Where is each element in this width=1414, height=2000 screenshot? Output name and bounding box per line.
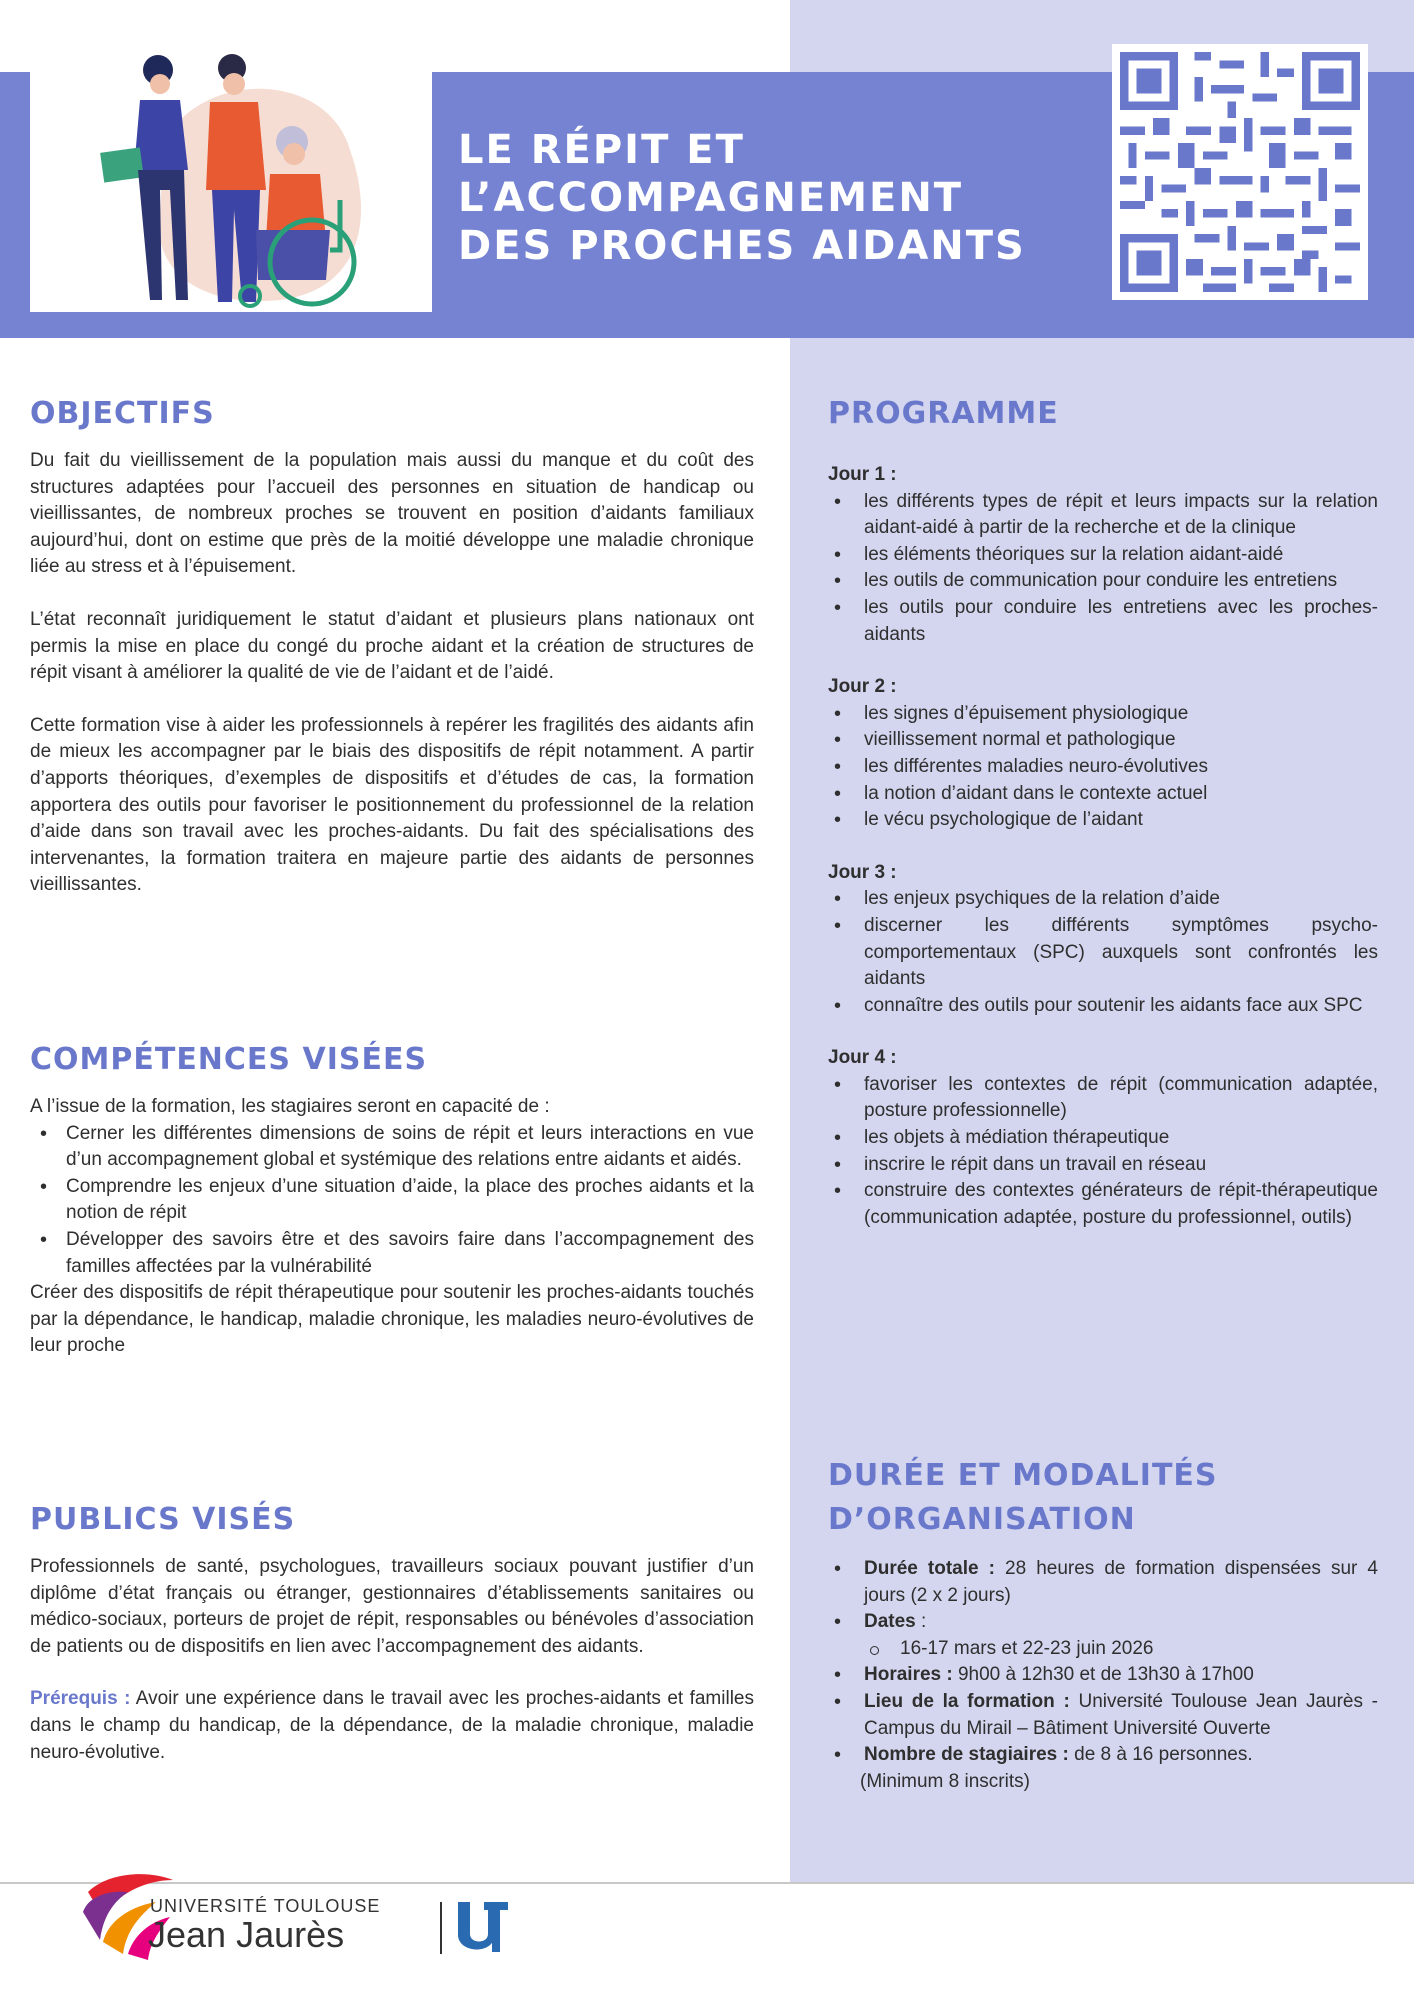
list-item: • inscrire le répit dans un travail en réseau <box>828 1152 1378 1179</box>
programme-day-3 <box>828 860 1378 1020</box>
objectifs-heading: OBJECTIFS <box>30 396 215 431</box>
list-item: • Comprendre les enjeux d’une situation d’aide, la place des proches aidants et la notion de répit <box>30 1174 754 1227</box>
list-item: • les objets à médiation thérapeutique <box>828 1125 1378 1152</box>
lieu-label: Lieu de la formation : <box>864 1690 1070 1712</box>
page-title <box>458 126 1058 270</box>
duree-section <box>828 1454 1378 1795</box>
objectifs-paragraph-2: L’état reconnaît juridiquement le statut d’aidant et plusieurs plans nationaux ont permis la mise en place du congé du proche aidant et la création de structures de répit visant à améliorer la qualité de vie de l’aidant et de l’aidé. <box>30 608 754 684</box>
programme-day-1 <box>828 462 1378 648</box>
list-item: • les éléments théoriques sur la relation aidant-aidé <box>828 542 1378 569</box>
objectifs-paragraph-3: Cette formation vise à aider les professionnels à repérer les fragilités des aidants afin de mieux les accompagner par le biais des dispositifs de répit notamment. A partir d’apports théoriques, d’exemples de dispositifs et d’études de cas, la formation apportera des outils pour favoriser le positionnement du professionnel de la relation d’aide dans son travail avec les proches-aidants. Du fait des spécialisations des intervenantes, la formation traitera en majeure partie des aidants de personnes vieillissantes. <box>30 714 754 896</box>
competences-heading: COMPÉTENCES VISÉES <box>30 1042 428 1077</box>
duree-lieu <box>828 1689 1378 1742</box>
list-item: • les différents types de répit et leurs impacts sur la relation aidant-aidé à partir de la recherche et de la clinique <box>828 489 1378 542</box>
competences-section <box>30 1038 754 1360</box>
list-item: • les différentes maladies neuro-évolutives <box>828 754 1378 781</box>
day-label: Jour 2 : <box>828 676 897 698</box>
list-item: • connaître des outils pour soutenir les aidants face aux SPC <box>828 993 1378 1020</box>
prerequis-text: Avoir une expérience dans le travail avec les proches-aidants et familles dans le champ du handicap, de la dépendance, de la maladie chronique, maladie neuro-évolutive. <box>30 1688 754 1763</box>
nombre-label: Nombre de stagiaires : <box>864 1744 1069 1766</box>
dates-sublist <box>828 1636 1378 1663</box>
logo-line-2: Jean Jaurès <box>148 1914 345 1955</box>
duree-total-label: Durée totale : <box>864 1558 995 1579</box>
competences-list <box>30 1121 754 1281</box>
university-logo[interactable] <box>78 1862 518 1962</box>
list-item: • construire des contextes générateurs de répit-thérapeutique (communication adaptée, posture du professionnel, outils) <box>828 1178 1378 1231</box>
horaires-label: Horaires : <box>864 1664 953 1686</box>
list-item: • discerner les différents symptômes psycho-comportementaux (SPC) auxquels sont confrontés les aidants <box>828 913 1378 993</box>
nombre-text: de 8 à 16 personnes. <box>1068 1744 1253 1766</box>
objectifs-section <box>30 392 754 899</box>
list-item: • Développer des savoirs être et des savoirs faire dans l’accompagnement des familles affectées par la vulnérabilité <box>30 1227 754 1280</box>
lieu-text: Université Toulouse Jean Jaurès - Campus du Mirail – Bâtiment Université Ouverte <box>864 1690 1379 1739</box>
list-item: • vieillissement normal et pathologique <box>828 727 1378 754</box>
programme-section <box>828 392 1378 1231</box>
prerequis-label: Prérequis : <box>30 1688 131 1710</box>
publics-heading: PUBLICS VISÉS <box>30 1502 296 1537</box>
qr-code-icon <box>1120 52 1360 292</box>
list-item: • les enjeux psychiques de la relation d’aide <box>828 886 1378 913</box>
duree-heading <box>828 1454 1378 1542</box>
objectifs-paragraph-1: Du fait du vieillissement de la population mais aussi du manque et du coût des structures adaptées pour l’accueil des personnes en situation de handicap ou vieillissantes, de nombreux proches se trouvent en position d’aidants familiaux aujourd’hui, dont on estime que près de la moitié développe une maladie chronique liée au stress et à l’épuisement. <box>30 450 754 578</box>
competences-outro: Créer des dispositifs de répit thérapeutique pour soutenir les proches-aidants touchés par la dépendance, le handicap, maladie chronique, les maladies neuro-évolutives de leur proche <box>30 1282 754 1357</box>
title-line-2: L’ACCOMPAGNEMENT <box>458 175 964 221</box>
prerequis <box>30 1686 754 1766</box>
list-item: • le vécu psychologique de l’aidant <box>828 807 1378 834</box>
duree-list <box>828 1556 1378 1636</box>
ut-monogram-icon <box>454 1898 510 1956</box>
duree-total <box>828 1556 1378 1609</box>
list-item: • favoriser les contextes de répit (communication adaptée, posture professionnelle) <box>828 1072 1378 1125</box>
duree-horaires <box>828 1662 1378 1689</box>
title-line-1: LE RÉPIT ET <box>458 127 745 173</box>
duree-heading-line-1: DURÉE ET MODALITÉS <box>828 1458 1218 1493</box>
programme-heading: PROGRAMME <box>828 396 1059 431</box>
duree-dates-suffix: : <box>915 1611 927 1633</box>
qr-code[interactable] <box>1112 44 1368 300</box>
list-item: • les signes d’épuisement physiologique <box>828 701 1378 728</box>
duree-heading-line-2: D’ORGANISATION <box>828 1502 1136 1537</box>
competences-intro: A l’issue de la formation, les stagiaires seront en capacité de : <box>30 1096 550 1117</box>
caregivers-illustration <box>30 40 432 312</box>
duree-dates <box>828 1609 1378 1636</box>
duree-total-text: 28 heures de formation dispensées sur 4 jours (2 x 2 jours) <box>864 1558 1378 1606</box>
list-item: • les outils pour conduire les entretiens avec les proches-aidants <box>828 595 1378 648</box>
publics-text: Professionnels de santé, psychologues, travailleurs sociaux pouvant justifier d’un diplôme d’état français ou étranger, gestionnaires d’établissements sanitaires ou médico-sociaux, porteurs de projet de répit, responsables ou bénévoles d’association de patients ou de dispositifs en lien avec l’accompagnement des aidants. <box>30 1556 754 1657</box>
programme-day-4 <box>828 1045 1378 1231</box>
day-label: Jour 3 : <box>828 861 897 883</box>
dates-item: 16-17 mars et 22-23 juin 2026 <box>828 1636 1378 1663</box>
logo-divider <box>440 1902 442 1954</box>
title-line-3: DES PROCHES AIDANTS <box>458 223 1026 269</box>
duree-dates-label: Dates <box>864 1611 916 1633</box>
day-label: Jour 4 : <box>828 1047 897 1069</box>
publics-section <box>30 1498 754 1766</box>
programme-day-2 <box>828 674 1378 834</box>
list-item: • les outils de communication pour conduire les entretiens <box>828 568 1378 595</box>
list-item: • Cerner les différentes dimensions de soins de répit et leurs interactions en vue d’un accompagnement global et systémique des relations entre aidants et aidés. <box>30 1121 754 1174</box>
logo-line-1: UNIVERSITÉ TOULOUSE <box>150 1896 381 1916</box>
duree-nombre <box>828 1742 1378 1769</box>
duree-list-continued <box>828 1662 1378 1768</box>
minimum-note: (Minimum 8 inscrits) <box>860 1770 1030 1792</box>
day-label: Jour 1 : <box>828 464 897 485</box>
horaires-text: 9h00 à 12h30 et de 13h30 à 17h00 <box>952 1664 1254 1686</box>
list-item: • la notion d’aidant dans le contexte actuel <box>828 781 1378 808</box>
